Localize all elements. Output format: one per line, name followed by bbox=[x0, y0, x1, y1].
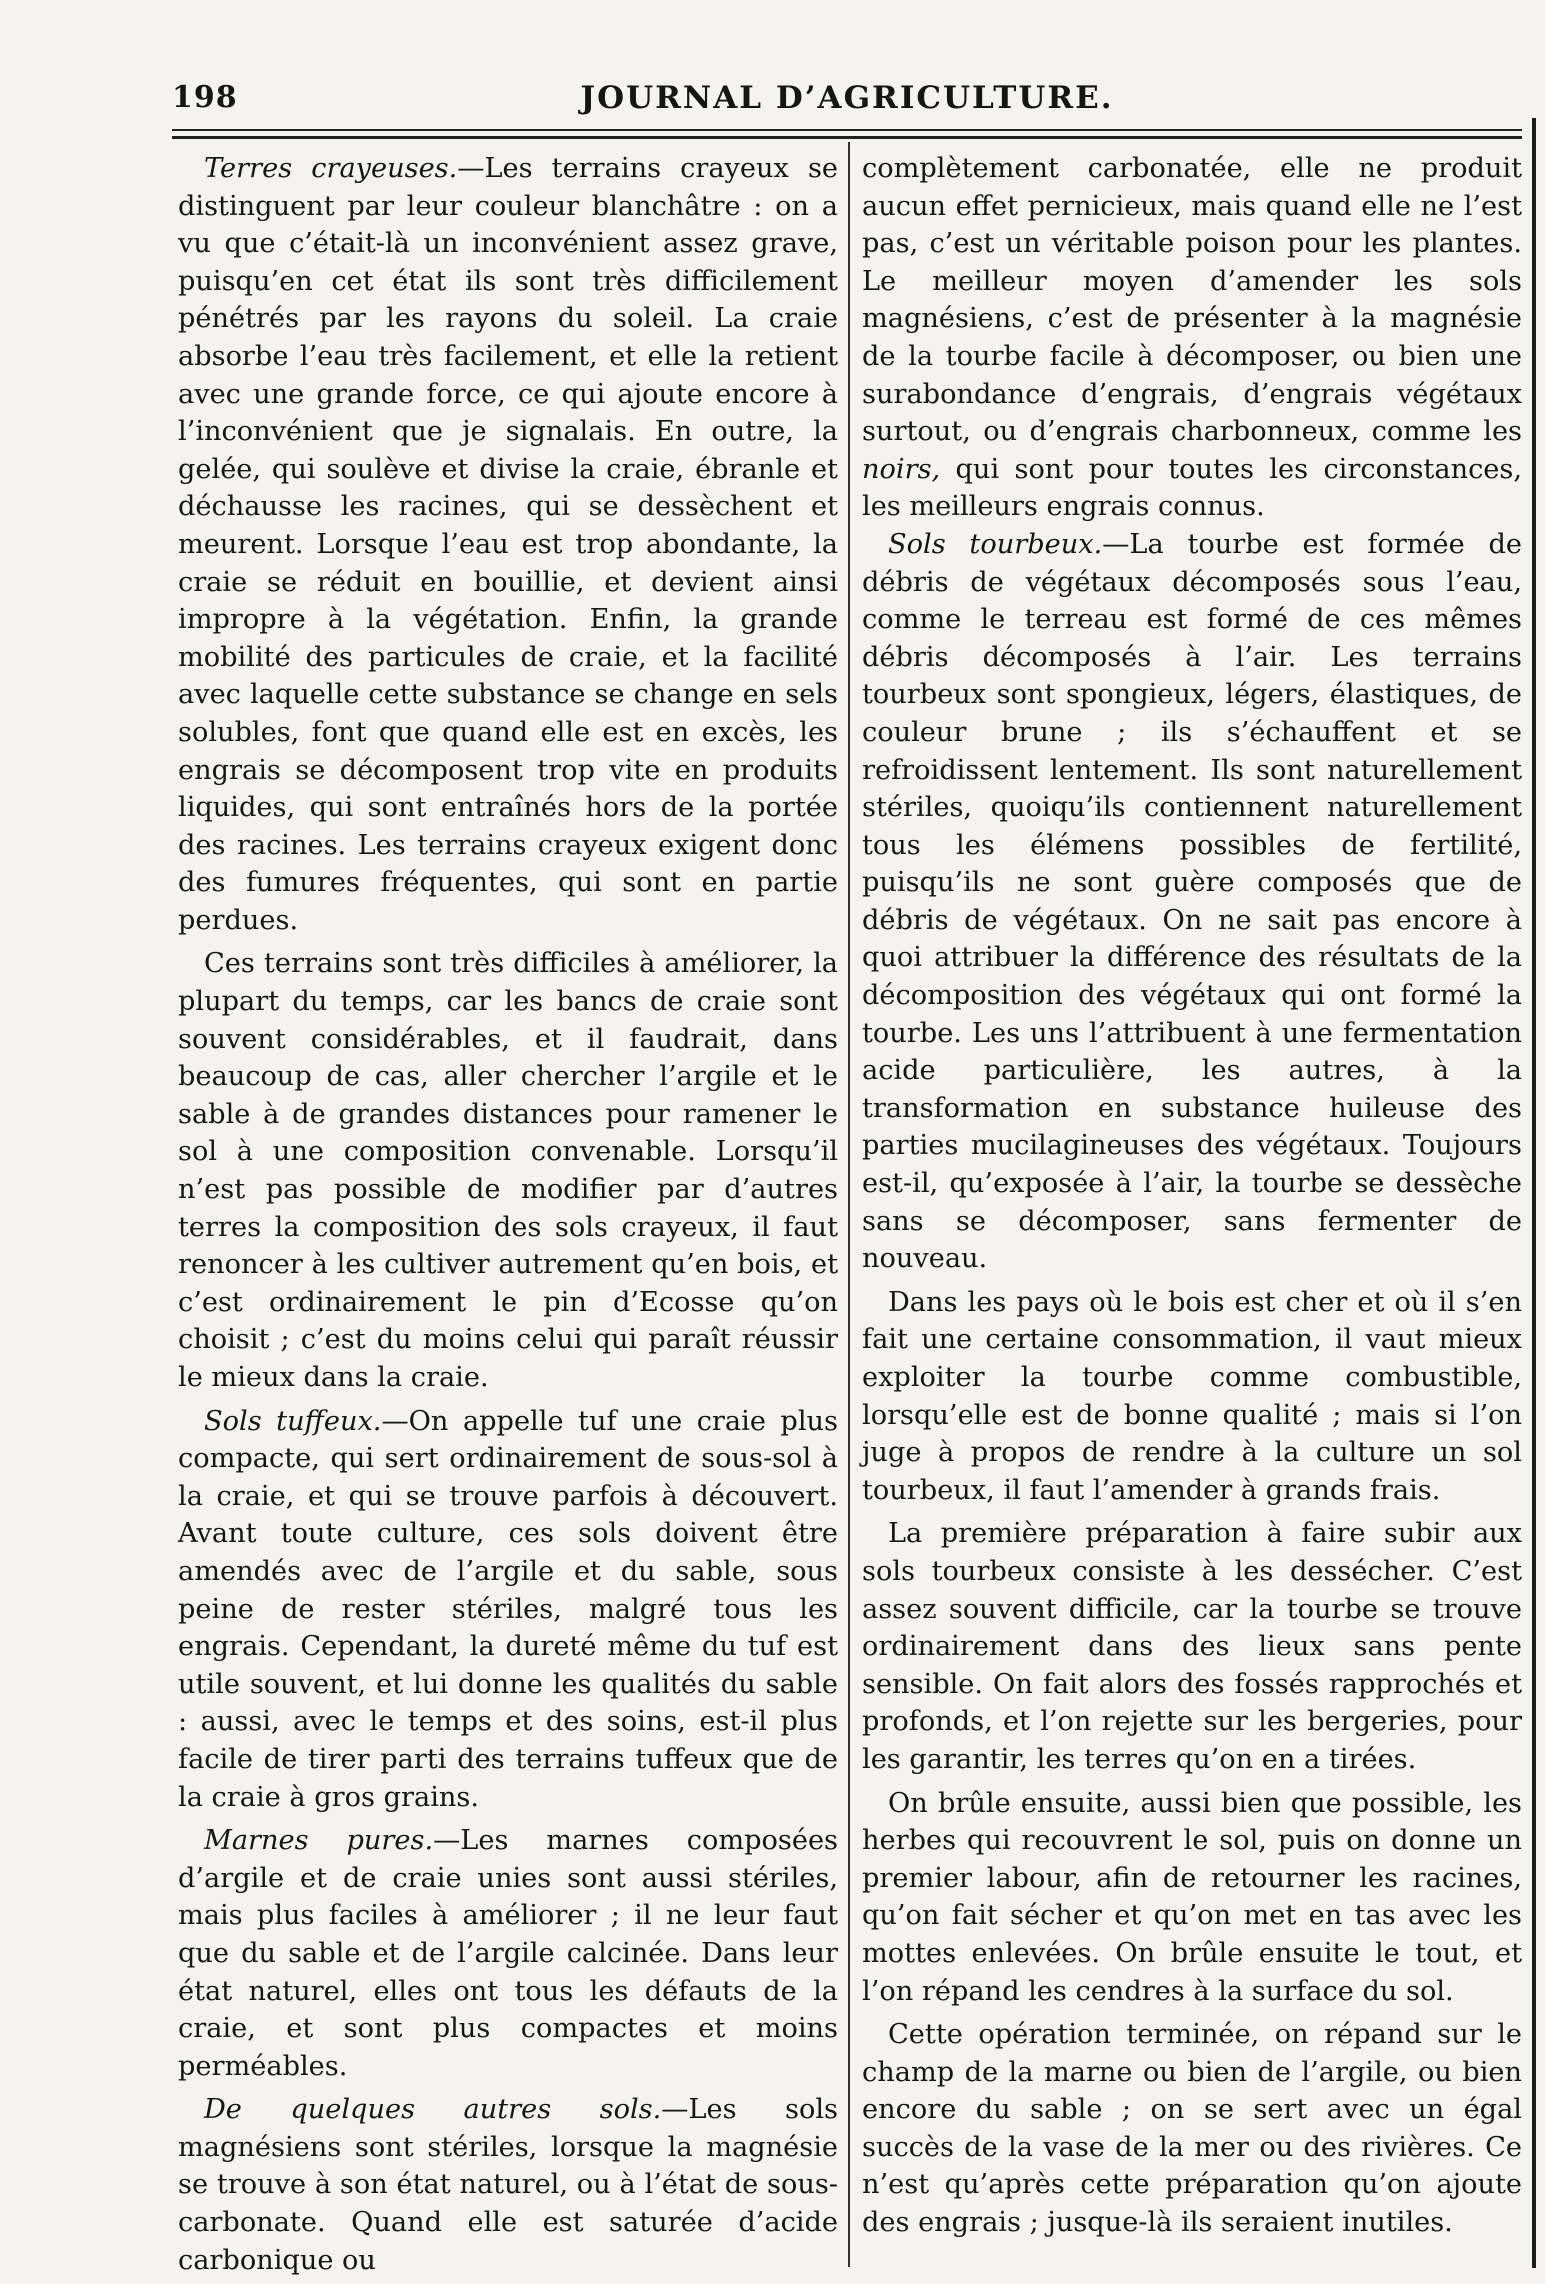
paragraph-text: qui sont pour toutes les circonstances, les meilleurs engrais connus. bbox=[862, 453, 1522, 523]
paragraph-text: complètement carbonatée, elle ne produit aucun effet pernicieux, mais quand elle ne l’est pas, c’est un véritable poison pour les plantes. Le meilleur moyen d’amender les sols magnésiens, c’est de présenter à la magnésie de la tourbe facile à décomposer, ou bien une surabondance d’engrais, d’engrais végétaux surtout, ou d’engrais charbonneux, comme les bbox=[862, 153, 1522, 448]
column-divider bbox=[848, 142, 850, 2267]
header-rule-double bbox=[172, 136, 1522, 139]
page-edge-shadow bbox=[1532, 118, 1536, 2268]
paragraph-sols-tuffeux bbox=[178, 1403, 838, 1817]
paragraph-continuation-magnesiens bbox=[862, 150, 1522, 526]
page-header bbox=[172, 78, 1522, 126]
section-heading-terres-crayeuses: Terres crayeuses. bbox=[204, 153, 458, 184]
right-column bbox=[862, 150, 1522, 2260]
paragraph-text: —Les terrains crayeux se distinguent par leur couleur blanchâtre : on a vu que c’était-là un inconvénient assez grave, puisqu’en cet état ils sont très difficilement pénétrés par les rayons du soleil. La craie absorbe l’eau très facilement, et elle la retient avec une grande force, ce qui ajoute encore à l’inconvénient que je signalais. En outre, la gelée, qui soulève et divise la craie, ébranle et déchausse les racines, qui se dessèchent et meurent. Lorsque l’eau est trop abondante, la craie se réduit en bouillie, et devient ainsi impropre à la végétation. Enfin, la grande mobilité des particules de craie, et la facilité avec laquelle cette substance se change en sels solubles, font que quand elle est en excès, les engrais se décomposent trop vite en produits liquides, qui sont entraînés hors de la portée des racines. Les terrains crayeux exigent donc des fumures fréquentes, qui sont en partie perdues. bbox=[178, 153, 838, 936]
section-heading-marnes-pures: Marnes pures. bbox=[204, 1825, 434, 1857]
paragraph-text: —Les marnes composées d’argile et de craie unies sont aussi stériles, mais plus faciles à améliorer ; il ne leur faut que du sable et de l’argile calcinée. Dans leur état naturel, elles ont tous les défauts de la craie, et sont plus compactes et moins perméables. bbox=[178, 1825, 838, 2082]
paragraph-bruler-herbes: On brûle ensuite, aussi bien que possible, les herbes qui recouvrent le sol, puis on donne un premier labour, afin de retourner les racines, qu’on fait sécher et qu’on met en tas avec les mottes enlevées. On brûle ensuite le tout, et l’on répand les cendres à la surface du sol. bbox=[862, 1787, 1522, 2007]
paragraph-terres-crayeuses bbox=[178, 150, 838, 939]
page-number: 198 bbox=[172, 80, 238, 115]
paragraph-autres-sols bbox=[178, 2091, 838, 2279]
section-heading-sols-tuffeux: Sols tuffeux. bbox=[204, 1405, 382, 1437]
paragraph-operation-terminee: Cette opération terminée, on répand sur le champ de la marne ou bien de l’argile, ou bien encore du sable ; on se sert avec un égal succès de la vase de la mer ou des rivières. Ce n’est qu’après cette préparation qu’on ajoute des engrais ; jusque-là ils seraient inutiles. bbox=[862, 2019, 1522, 2239]
paragraph-text: —On appelle tuf une craie plus compacte, qui sert ordinairement de sous-sol à la craie, et qui se trouve parfois à découvert. Avant toute culture, ces sols doivent être amendés avec de l’argile et du sable, sous peine de rester stériles, malgré tous les engrais. Cependant, la dureté même du tuf est utile souvent, et lui donne les qualités du sable : aussi, avec le temps et des soins, est-il plus facile de tirer parti des terrains tuffeux que de la craie à gros grains. bbox=[178, 1405, 838, 1813]
left-column bbox=[178, 150, 838, 2276]
paragraph-text: —Les sols magnésiens sont stériles, lorsque la magnésie se trouve à son état naturel, ou à l’état de sous-carbonate. Quand elle est saturée d’acide carbonique ou bbox=[178, 2094, 838, 2276]
paragraph-premiere-preparation: La première préparation à faire subir aux sols tourbeux consiste à les dessécher. C’est assez souvent difficile, car la tourbe se trouve ordinairement dans des lieux sans pente sensible. On fait alors des fossés rapprochés et profonds, et l’on rejette sur les bergeries, pour les garantir, les terres qu’on en a tirées. bbox=[862, 1518, 1522, 1775]
paragraph-marnes-pures bbox=[178, 1822, 838, 2085]
header-rule bbox=[172, 129, 1522, 131]
section-heading-autres-sols: De quelques autres sols. bbox=[204, 2094, 662, 2126]
paragraph-ameliorer-craie: Ces terrains sont très difficiles à améliorer, la plupart du temps, car les bancs de craie sont souvent considérables, et il faudrait, dans beaucoup de cas, aller chercher l’argile et le sable à de grandes distances pour ramener le sol à une composition convenable. Lorsqu’il n’est pas possible de modifier par d’autres terres la composition des sols crayeux, il faut renoncer à les cultiver autrement qu’en bois, et c’est ordinairement le pin d’Ecosse qu’on choisit ; c’est du moins celui qui paraît réussir le mieux dans la craie. bbox=[178, 948, 838, 1393]
journal-title: JOURNAL D’AGRICULTURE. bbox=[580, 80, 1114, 116]
paragraph-sols-tourbeux bbox=[862, 526, 1522, 1278]
section-heading-sols-tourbeux: Sols tourbeux. bbox=[888, 528, 1103, 560]
paragraph-bois-cher: Dans les pays où le bois est cher et où il s’en fait une certaine consommation, il vaut mieux exploiter la tourbe comme combustible, lorsqu’elle est de bonne qualité ; mais si l’on juge à propos de rendre à la culture un sol tourbeux, il faut l’amender à grands frais. bbox=[862, 1286, 1522, 1506]
emphasis-noirs: noirs, bbox=[862, 453, 941, 485]
paragraph-text: —La tourbe est formée de débris de végétaux décomposés sous l’eau, comme le terreau est formé de ces mêmes débris décomposés à l’air. Les terrains tourbeux sont spongieux, légers, élastiques, de couleur brune ; ils s’échauffent et se refroidissent lentement. Ils sont naturellement stériles, quoiqu’ils contiennent naturellement tous les élémens possibles de fertilité, puisqu’ils ne sont guère composés que de débris de végétaux. On ne sait pas encore à quoi attribuer la différence des résultats de la décomposition des végétaux qui ont formé la tourbe. Les uns l’attribuent à une fermentation acide particulière, les autres, à la transformation en substance huileuse des parties mucilagineuses des végétaux. Toujours est-il, qu’exposée à l’air, la tourbe se dessèche sans se décomposer, sans fermenter de nouveau. bbox=[862, 528, 1522, 1275]
